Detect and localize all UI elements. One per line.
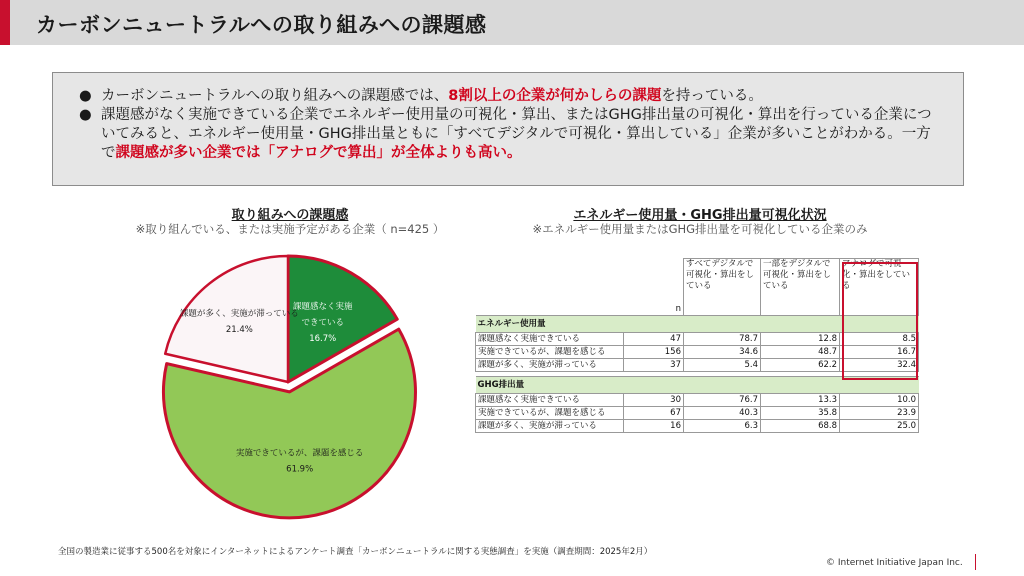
pie-slice-3 xyxy=(165,256,288,382)
bullet-1-tail: を持っている。 xyxy=(661,88,763,104)
cell-analog: 10.0 xyxy=(840,394,919,407)
bullet-2-text: 課題感がなく実施できている企業でエネルギー使用量の可視化・算出、またはGHG排出量の可視化・算出を行っている企業についてみると、エネルギー使用量・GHG排出量ともに「すべてデジタルで可視化・算出している」企業が多いことがわかる。一方で xyxy=(101,107,932,161)
header-digital-all: すべてデジタルで可視化・算出をしている xyxy=(684,259,761,316)
cell-n: 37 xyxy=(624,359,684,372)
bullet-1-emphasis: 8割以上の企業が何かしらの課題 xyxy=(448,88,662,104)
row-label: 課題が多く、実施が滞っている xyxy=(476,420,624,433)
pie-chart-subtitle: ※取り組んでいる、または実施予定がある企業（ n=425 ） xyxy=(135,222,445,236)
section-energy-label: エネルギー使用量 xyxy=(476,316,919,333)
cell-analog: 16.7 xyxy=(840,346,919,359)
cell-digital-all: 40.3 xyxy=(684,407,761,420)
table-row xyxy=(476,420,919,433)
cell-digital-part: 68.8 xyxy=(761,420,840,433)
section-ghg-label: GHG排出量 xyxy=(476,377,919,394)
bullet-dot-icon: ● xyxy=(79,88,92,104)
footnote: 全国の製造業に従事する500名を対象にインターネットによるアンケート調査「カーボンニュートラルに関する実態調査」を実施（調査期間：2025年2月） xyxy=(58,547,653,557)
cell-analog: 23.9 xyxy=(840,407,919,420)
pie-chart-title: 取り組みへの課題感 xyxy=(231,208,349,223)
cell-digital-part: 48.7 xyxy=(761,346,840,359)
cell-digital-part: 12.8 xyxy=(761,333,840,346)
table-title: エネルギー使用量・GHG排出量可視化状況 xyxy=(573,208,827,223)
copyright-divider xyxy=(975,554,976,570)
cell-digital-part: 13.3 xyxy=(761,394,840,407)
cell-digital-part: 35.8 xyxy=(761,407,840,420)
header-analog: アナログで可視化・算出をしている xyxy=(840,259,919,316)
header-n: n xyxy=(624,259,684,316)
row-label: 課題感なく実施できている xyxy=(476,394,624,407)
summary-bullet-1 xyxy=(79,87,945,106)
table-row xyxy=(476,407,919,420)
table-row xyxy=(476,394,919,407)
cell-analog: 8.5 xyxy=(840,333,919,346)
cell-digital-all: 5.4 xyxy=(684,359,761,372)
cell-n: 16 xyxy=(624,420,684,433)
cell-analog: 25.0 xyxy=(840,420,919,433)
bullet-dot-icon: ● xyxy=(79,107,92,123)
pie-label-1: 課題感なく実施できている 16.7% xyxy=(292,302,353,345)
table-subtitle: ※エネルギー使用量またはGHG排出量を可視化している企業のみ xyxy=(532,222,868,236)
copyright: © Internet Initiative Japan Inc. xyxy=(826,558,963,568)
pie-label-2: 実施できているが、課題を感じる 61.9% xyxy=(235,448,364,475)
bullet-2-emphasis: 課題感が多い企業では「アナログで算出」が全体よりも高い。 xyxy=(115,145,522,161)
header-bar xyxy=(0,0,1024,45)
cell-digital-all: 78.7 xyxy=(684,333,761,346)
header-digital-part: 一部をデジタルで可視化・算出をしている xyxy=(761,259,840,316)
cell-digital-part: 62.2 xyxy=(761,359,840,372)
cell-digital-all: 34.6 xyxy=(684,346,761,359)
summary-box xyxy=(52,72,964,186)
cell-n: 156 xyxy=(624,346,684,359)
cell-n: 30 xyxy=(624,394,684,407)
cell-n: 67 xyxy=(624,407,684,420)
row-label: 実施できているが、課題を感じる xyxy=(476,346,624,359)
pie-chart xyxy=(140,238,440,528)
header-blank-cell xyxy=(476,259,624,316)
summary-bullet-2 xyxy=(79,106,945,163)
row-label: 課題が多く、実施が滞っている xyxy=(476,359,624,372)
cell-digital-all: 6.3 xyxy=(684,420,761,433)
header-accent xyxy=(0,0,10,45)
cell-digital-all: 76.7 xyxy=(684,394,761,407)
page-title: カーボンニュートラルへの取り組みへの課題感 xyxy=(36,13,487,37)
row-label: 実施できているが、課題を感じる xyxy=(476,407,624,420)
cell-analog: 32.4 xyxy=(840,359,919,372)
bullet-1-text: カーボンニュートラルへの取り組みへの課題感では、 xyxy=(101,88,449,104)
pie-label-3: 課題が多く、実施が滞っている 21.4% xyxy=(179,308,299,335)
row-label: 課題感なく実施できている xyxy=(476,333,624,346)
cell-n: 47 xyxy=(624,333,684,346)
analog-highlight-box xyxy=(842,262,918,380)
